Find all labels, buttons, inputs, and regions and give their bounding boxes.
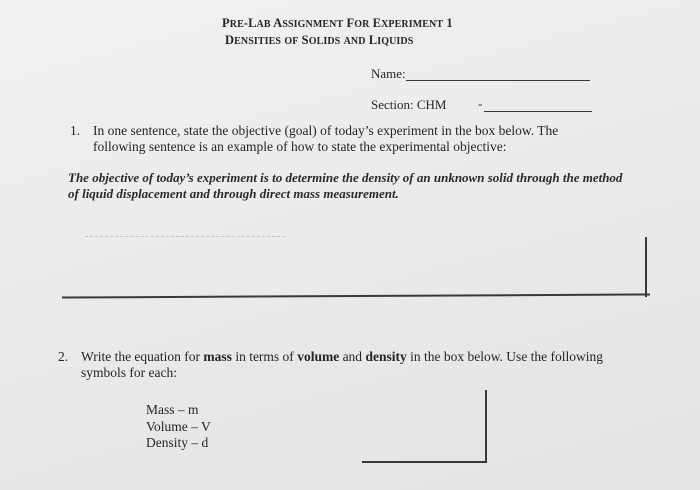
objective-box-bottom-edge (62, 293, 650, 298)
question-2-text: Write the equation for mass in terms of volume and density in the box below. Use the following symbols for each: (81, 349, 604, 380)
equation-box-bottom-edge (362, 461, 487, 463)
section-label: Section: CHM (371, 97, 447, 112)
question-1-text: In one sentence, state the objective (goal) of today’s experiment in the box below. The following sentence is an example of how to state the experimental objective: (93, 123, 559, 154)
question-2-number: 2. (58, 349, 69, 364)
symbol-volume: Volume – V (146, 418, 211, 434)
name-label: Name: (371, 66, 406, 81)
question-1-number: 1. (70, 123, 81, 138)
section-dash: - (478, 96, 483, 111)
objective-box-right-edge (645, 237, 647, 297)
faint-guide-line (85, 236, 285, 237)
symbol-list (146, 402, 211, 452)
symbol-density: Density – d (146, 435, 209, 450)
section-blank[interactable] (484, 111, 592, 112)
example-objective: The objective of today’s experiment is to determine the density of an unknown solid through the method of liquid displacement and through direct mass measurement. (68, 170, 623, 201)
name-blank[interactable] (406, 80, 590, 81)
assignment-title: PRE-LAB ASSIGNMENT FOR EXPERIMENT 1 (222, 16, 453, 30)
equation-box-right-edge (485, 390, 487, 462)
assignment-subtitle: DENSITIES OF SOLIDS AND LIQUIDS (225, 33, 414, 47)
symbol-mass: Mass – m (146, 402, 199, 417)
